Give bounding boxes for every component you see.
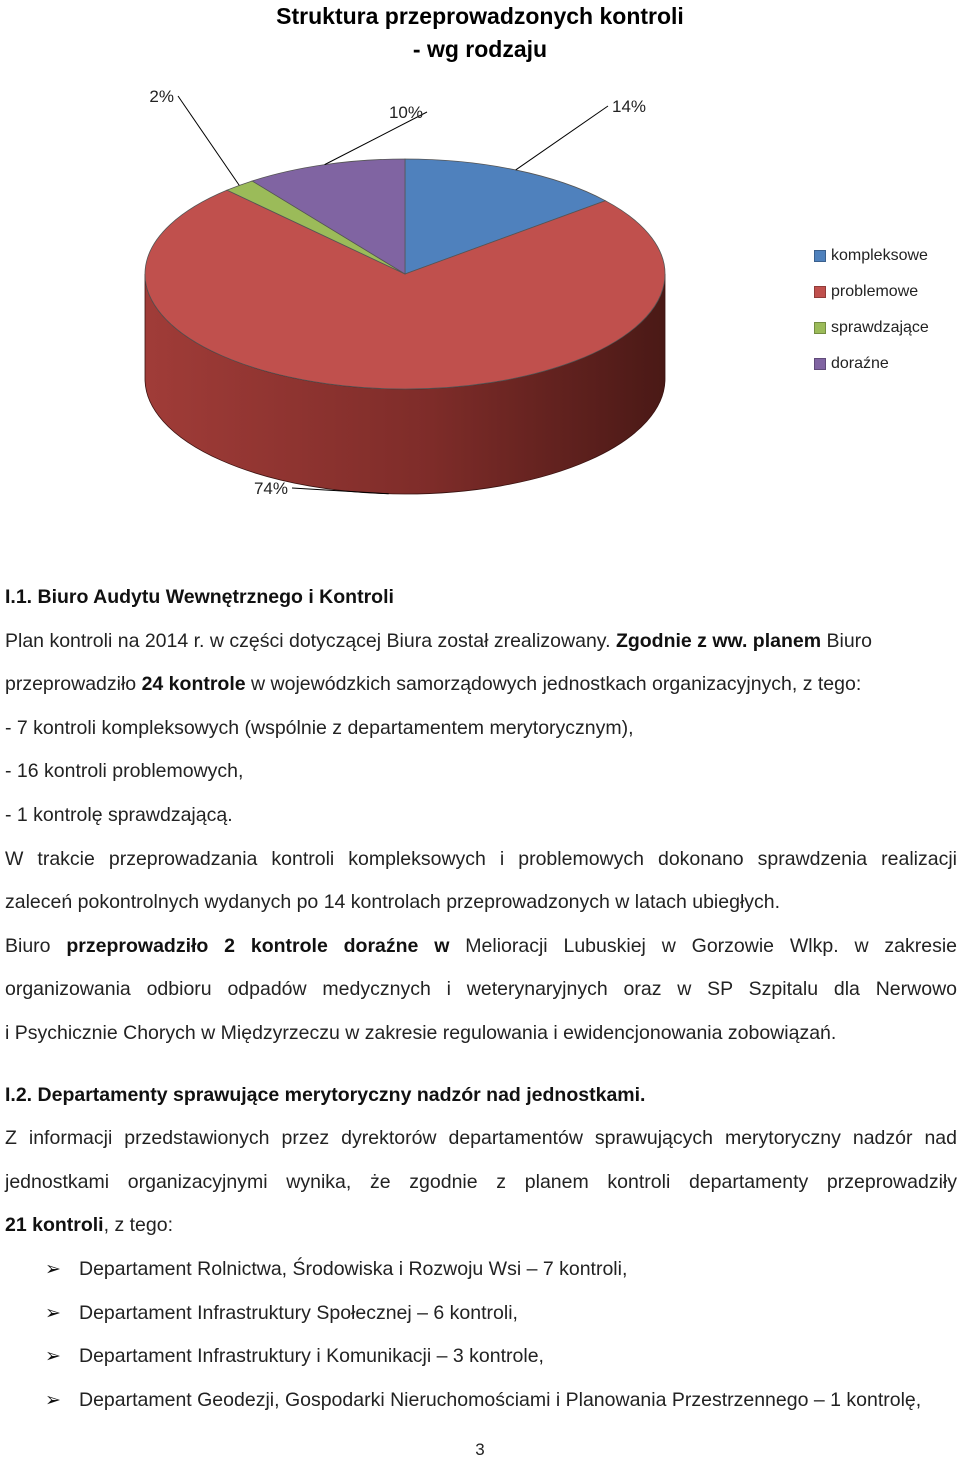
- section1-line5: - 1 kontrolę sprawdzającą.: [5, 803, 233, 826]
- section1-line1: [5, 620, 957, 664]
- arrowhead-bullet-icon: ➢: [45, 1389, 61, 1411]
- text: Biuro: [5, 934, 51, 957]
- legend-item: [814, 310, 929, 346]
- page-number: 3: [475, 1440, 485, 1459]
- chart-title-line2: - wg rodzaju: [412, 36, 548, 62]
- section1-line9: organizowania odbioru odpadów medycznych i weterynaryjnych oraz w SP Szpitalu dla Nerwowo: [5, 978, 957, 1001]
- data-label-kompleksowe: 14%: [612, 97, 647, 116]
- chart-title: [0, 0, 960, 66]
- section1-line7: zaleceń pokontrolnych wydanych po 14 kontrolach przeprowadzonych w latach ubiegłych.: [5, 891, 781, 914]
- section2-line2: jednostkami organizacyjnymi wynika, że zgodnie z planem kontroli departamenty przeprowadziły: [5, 1170, 957, 1193]
- bullet-text: Departament Rolnictwa, Środowiska i Rozwoju Wsi – 7 kontroli,: [79, 1257, 628, 1280]
- section1-line8: [5, 925, 957, 969]
- bullet-text: Departament Geodezji, Gospodarki Nieruchomościami i Planowania Przestrzennego – 1 kontrolę,: [79, 1388, 922, 1411]
- leader-line: [178, 96, 239, 185]
- legend-label: kompleksowe: [831, 247, 928, 264]
- document-body: [5, 576, 957, 1422]
- data-label-sprawdzające: 2%: [149, 87, 174, 106]
- data-label-problemowe: 74%: [253, 479, 288, 498]
- arrowhead-bullet-icon: ➢: [45, 1258, 61, 1280]
- bold-text: przeprowadziło 2 kontrole doraźne w: [66, 934, 450, 957]
- chart-title-line1: Struktura przeprowadzonych kontroli: [276, 3, 684, 29]
- legend-swatch: [814, 322, 826, 334]
- legend-item: [814, 346, 929, 382]
- legend-label: doraźne: [831, 355, 889, 372]
- section1-line10: i Psychicznie Chorych w Międzyrzeczu w zakresie regulowania i ewidencjonowania zobowiązań.: [5, 1021, 837, 1044]
- bullet-item-1: [5, 1248, 957, 1292]
- section2-heading: I.2. Departamenty sprawujące merytoryczny nadzór nad jednostkami.: [5, 1083, 646, 1106]
- bold-text: Zgodnie z ww. planem: [615, 629, 822, 652]
- section1-line3: - 7 kontroli kompleksowych (wspólnie z departamentem merytorycznym),: [5, 716, 634, 739]
- section1-line4: - 16 kontroli problemowych,: [5, 760, 244, 783]
- section1-heading: I.1. Biuro Audytu Wewnętrznego i Kontroli: [5, 586, 394, 608]
- chart-legend: [814, 238, 929, 382]
- bullet-item-4: [5, 1379, 957, 1423]
- bullet-item-2: [5, 1292, 957, 1336]
- legend-label: problemowe: [831, 283, 919, 300]
- text: Biuro: [821, 629, 873, 652]
- bullet-text: Departament Infrastruktury i Komunikacji – 3 kontrole,: [79, 1345, 544, 1368]
- bold-text: 24 kontrole: [141, 673, 246, 696]
- text: przeprowadziło: [5, 673, 142, 696]
- legend-label: sprawdzające: [831, 319, 929, 336]
- text: , z tego:: [103, 1214, 173, 1237]
- legend-item: [814, 274, 929, 310]
- legend-swatch: [814, 286, 826, 298]
- leader-line: [516, 106, 608, 170]
- arrowhead-bullet-icon: ➢: [45, 1346, 61, 1368]
- legend-swatch: [814, 358, 826, 370]
- bullet-item-3: [5, 1335, 957, 1379]
- bold-text: 21 kontroli: [5, 1214, 104, 1237]
- text: Melioracji Lubuskiej w Gorzowie Wlkp. w zakresie: [465, 934, 958, 957]
- bullet-text: Departament Infrastruktury Społecznej – 6 kontroli,: [79, 1301, 518, 1324]
- legend-swatch: [814, 250, 826, 262]
- spacer: [5, 1056, 957, 1074]
- legend-item: [814, 238, 929, 274]
- section1-line2: [5, 663, 957, 707]
- text: Plan kontroli na 2014 r. w części dotyczącej Biura został zrealizowany.: [5, 629, 616, 652]
- section2-line1: Z informacji przedstawionych przez dyrektorów departamentów sprawujących merytoryczny nadzór nad: [5, 1127, 957, 1150]
- text: w wojewódzkich samorządowych jednostkach organizacyjnych, z tego:: [245, 673, 862, 696]
- data-label-doraźne: 10%: [388, 103, 423, 122]
- arrowhead-bullet-icon: ➢: [45, 1302, 61, 1324]
- section1-line6: W trakcie przeprowadzania kontroli kompleksowych i problemowych dokonano sprawdzenia realizacji: [5, 847, 957, 870]
- section2-line3: [5, 1204, 957, 1248]
